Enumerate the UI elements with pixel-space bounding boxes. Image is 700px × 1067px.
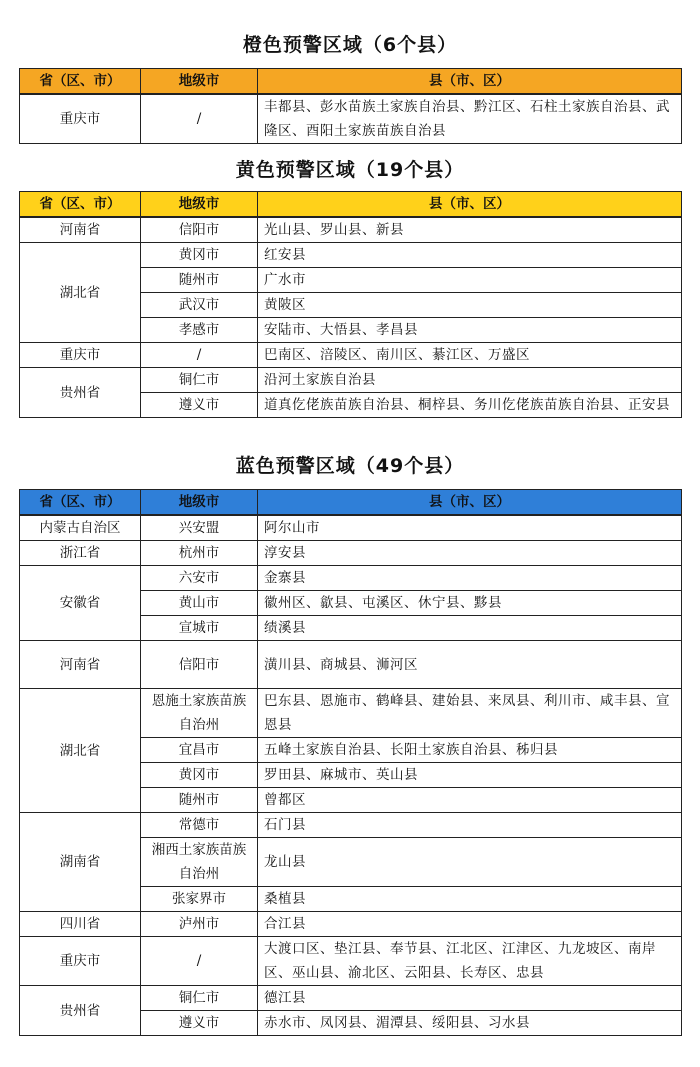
table-row [20, 541, 682, 566]
county-cell: 淳安县 [258, 541, 682, 566]
table-row [20, 94, 682, 144]
province-cell: 贵州省 [20, 986, 141, 1036]
county-cell: 红安县 [258, 243, 682, 268]
table-header-row [20, 69, 682, 95]
province-cell: 四川省 [20, 912, 141, 937]
province-cell: 重庆市 [20, 94, 141, 144]
header-city: 地级市 [141, 490, 258, 516]
orange-warning-table [19, 68, 682, 144]
county-cell: 五峰土家族自治县、长阳土家族自治县、秭归县 [258, 738, 682, 763]
county-cell: 广水市 [258, 268, 682, 293]
city-cell: 宜昌市 [141, 738, 258, 763]
province-cell: 湖北省 [20, 689, 141, 813]
county-cell: 绩溪县 [258, 616, 682, 641]
city-cell: 湘西土家族苗族自治州 [141, 838, 258, 887]
yellow-warning-table [19, 191, 682, 418]
city-cell: 常德市 [141, 813, 258, 838]
table-row [20, 937, 682, 986]
header-city: 地级市 [141, 69, 258, 95]
county-cell: 安陆市、大悟县、孝昌县 [258, 318, 682, 343]
table-row [20, 566, 682, 591]
header-city: 地级市 [141, 192, 258, 218]
city-cell: 恩施土家族苗族自治州 [141, 689, 258, 738]
county-cell: 金寨县 [258, 566, 682, 591]
province-cell: 安徽省 [20, 566, 141, 641]
city-cell: / [141, 94, 258, 144]
county-cell: 大渡口区、垫江县、奉节县、江北区、江津区、九龙坡区、南岸区、巫山县、渝北区、云阳县、长寿区、忠县 [258, 937, 682, 986]
header-province: 省（区、市） [20, 192, 141, 218]
province-cell: 河南省 [20, 641, 141, 689]
table-row [20, 343, 682, 368]
blue-warning-title: 蓝色预警区域（49个县） [235, 455, 465, 477]
table-row [20, 515, 682, 541]
county-cell: 巴东县、恩施市、鹤峰县、建始县、来凤县、利川市、咸丰县、宣恩县 [258, 689, 682, 738]
blue-warning-table [19, 489, 682, 1036]
header-province: 省（区、市） [20, 69, 141, 95]
province-cell: 内蒙古自治区 [20, 515, 141, 541]
province-cell: 湖南省 [20, 813, 141, 912]
header-county: 县（市、区） [258, 69, 682, 95]
province-cell: 河南省 [20, 217, 141, 243]
county-cell: 阿尔山市 [258, 515, 682, 541]
county-cell: 道真仡佬族苗族自治县、桐梓县、务川仡佬族苗族自治县、正安县 [258, 393, 682, 418]
table-row [20, 368, 682, 393]
table-row [20, 813, 682, 838]
county-cell: 罗田县、麻城市、英山县 [258, 763, 682, 788]
city-cell: 张家界市 [141, 887, 258, 912]
province-cell: 湖北省 [20, 243, 141, 343]
city-cell: 遵义市 [141, 393, 258, 418]
city-cell: 黄山市 [141, 591, 258, 616]
table-header-row [20, 490, 682, 516]
header-county: 县（市、区） [258, 192, 682, 218]
county-cell: 潢川县、商城县、浉河区 [258, 641, 682, 689]
county-cell: 石门县 [258, 813, 682, 838]
city-cell: 黄冈市 [141, 243, 258, 268]
table-header-row [20, 192, 682, 218]
county-cell: 合江县 [258, 912, 682, 937]
city-cell: / [141, 937, 258, 986]
city-cell: 武汉市 [141, 293, 258, 318]
table-row [20, 986, 682, 1011]
city-cell: 杭州市 [141, 541, 258, 566]
city-cell: 宣城市 [141, 616, 258, 641]
city-cell: 遵义市 [141, 1011, 258, 1036]
county-cell: 丰都县、彭水苗族土家族自治县、黔江区、石柱土家族自治县、武隆区、酉阳土家族苗族自治县 [258, 94, 682, 144]
table-row [20, 689, 682, 738]
province-cell: 浙江省 [20, 541, 141, 566]
header-province: 省（区、市） [20, 490, 141, 516]
city-cell: 铜仁市 [141, 368, 258, 393]
city-cell: 泸州市 [141, 912, 258, 937]
county-cell: 沿河土家族自治县 [258, 368, 682, 393]
orange-warning-title: 橙色预警区域（6个县） [242, 34, 458, 56]
table-row [20, 243, 682, 268]
city-cell: 信阳市 [141, 641, 258, 689]
county-cell: 龙山县 [258, 838, 682, 887]
table-row [20, 217, 682, 243]
county-cell: 巴南区、涪陵区、南川区、綦江区、万盛区 [258, 343, 682, 368]
county-cell: 赤水市、凤冈县、湄潭县、绥阳县、习水县 [258, 1011, 682, 1036]
city-cell: 随州市 [141, 268, 258, 293]
county-cell: 徽州区、歙县、屯溪区、休宁县、黟县 [258, 591, 682, 616]
yellow-warning-title: 黄色预警区域（19个县） [235, 159, 465, 181]
province-cell: 重庆市 [20, 937, 141, 986]
province-cell: 贵州省 [20, 368, 141, 418]
city-cell: 黄冈市 [141, 763, 258, 788]
table-row [20, 641, 682, 689]
city-cell: 兴安盟 [141, 515, 258, 541]
table-row [20, 912, 682, 937]
city-cell: 六安市 [141, 566, 258, 591]
county-cell: 黄陂区 [258, 293, 682, 318]
city-cell: 信阳市 [141, 217, 258, 243]
header-county: 县（市、区） [258, 490, 682, 516]
county-cell: 桑植县 [258, 887, 682, 912]
city-cell: / [141, 343, 258, 368]
county-cell: 德江县 [258, 986, 682, 1011]
county-cell: 光山县、罗山县、新县 [258, 217, 682, 243]
city-cell: 随州市 [141, 788, 258, 813]
city-cell: 孝感市 [141, 318, 258, 343]
county-cell: 曾都区 [258, 788, 682, 813]
city-cell: 铜仁市 [141, 986, 258, 1011]
province-cell: 重庆市 [20, 343, 141, 368]
